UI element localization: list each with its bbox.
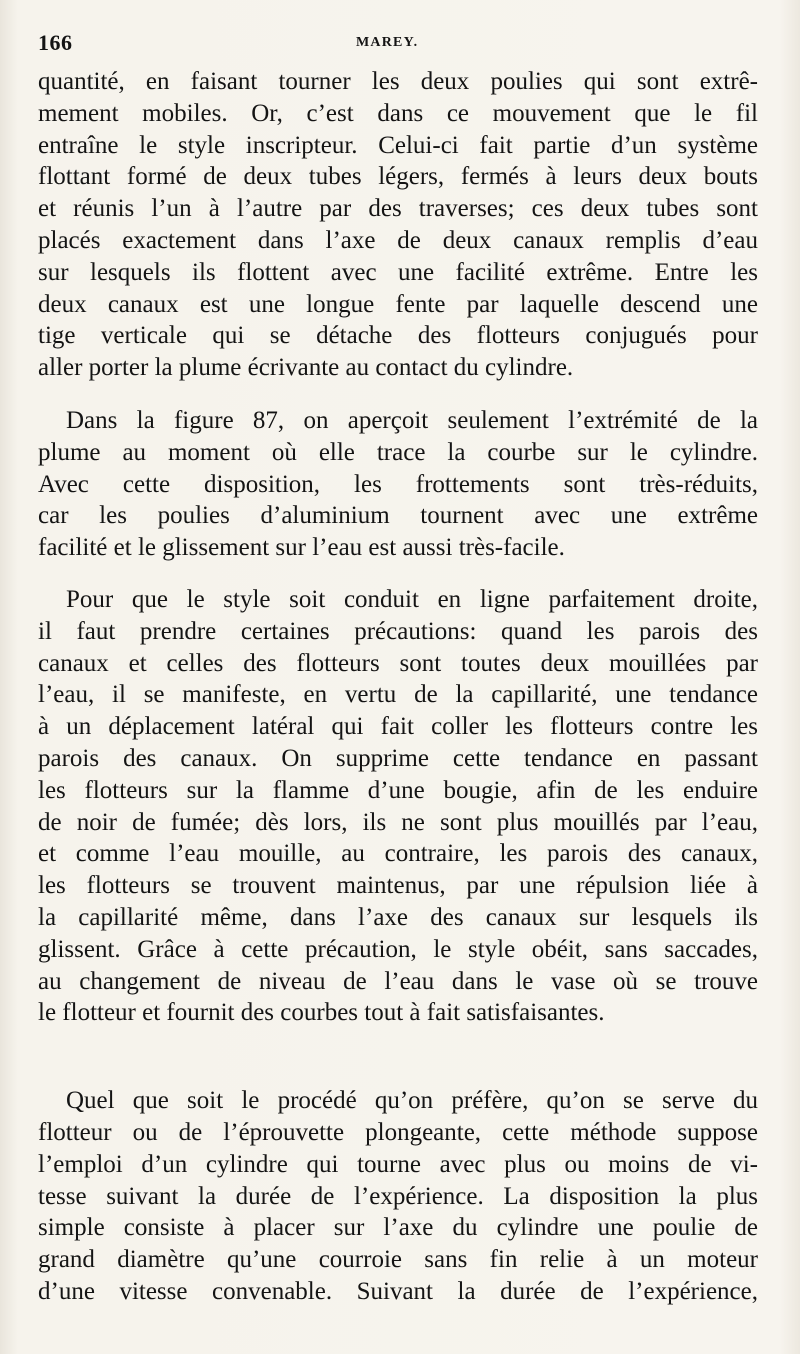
text-line: deux canaux est une longue fente par laquelle descend une — [38, 290, 758, 318]
text-line: d’une vitesse convenable. Suivant la durée de l’expérience, — [38, 1277, 758, 1305]
text-line: plume au moment où elle trace la courbe sur le cylindre. — [38, 438, 758, 466]
text-line: l’eau, il se manifeste, en vertu de la capillarité, une tendance — [38, 681, 758, 709]
text-line: flotteur ou de l’éprouvette plongeante, cette méthode suppose — [38, 1118, 758, 1146]
text-line: tige verticale qui se détache des flotteurs conjugués pour — [38, 322, 758, 350]
text-line: et réunis l’un à l’autre par des traverses; ces deux tubes sont — [38, 195, 758, 223]
text-line: et comme l’eau mouille, au contraire, les parois des canaux, — [38, 840, 758, 868]
text-line: l’emploi d’un cylindre qui tourne avec plus ou moins de vi- — [38, 1150, 758, 1178]
text-line: Pour que le style soit conduit en ligne parfaitement droite, — [66, 585, 758, 613]
text-line: à un déplacement latéral qui fait coller les flotteurs contre les — [38, 713, 758, 741]
paragraph-3 — [38, 584, 758, 1029]
text-line: placés exactement dans l’axe de deux canaux remplis d’eau — [38, 226, 758, 254]
text-line: il faut prendre certaines précautions: quand les parois des — [38, 617, 758, 645]
text-line: grand diamètre qu’une courroie sans fin relie à un moteur — [38, 1246, 758, 1274]
text-line: mement mobiles. Or, c’est dans ce mouvement que le fil — [38, 99, 758, 127]
text-line: facilité et le glissement sur l’eau est aussi très-facile. — [38, 534, 565, 562]
paragraph-2 — [38, 405, 758, 564]
text-line: la capillarité même, dans l’axe des canaux sur lesquels ils — [38, 903, 758, 931]
text-line: Dans la figure 87, on aperçoit seulement l’extrémité de la — [66, 406, 758, 434]
text-line: aller porter la plume écrivante au contact du cylindre. — [38, 354, 574, 382]
text-line: Avec cette disposition, les frottements sont très-réduits, — [38, 470, 758, 498]
text-line: simple consiste à placer sur l’axe du cylindre une poulie de — [38, 1214, 758, 1242]
paragraph-4 — [38, 1085, 758, 1308]
page-number: 166 — [38, 30, 73, 55]
text-line: de noir de fumée; dès lors, ils ne sont plus mouillés par l’eau, — [38, 808, 758, 836]
text-line: Quel que soit le procédé qu’on préfère, qu’on se serve du — [66, 1087, 758, 1115]
paragraph-gap — [38, 384, 758, 405]
text-line: au changement de niveau de l’eau dans le vase où se trouve — [38, 967, 758, 995]
text-line: le flotteur et fournit des courbes tout à fait satisfaisantes. — [38, 999, 605, 1027]
text-line: tesse suivant la durée de l’expérience. La disposition la plus — [38, 1182, 758, 1210]
text-line: les flotteurs sur la flamme d’une bougie, afin de les enduire — [38, 776, 758, 804]
paragraph-gap — [38, 1029, 758, 1085]
text-line: flottant formé de deux tubes légers, fermés à leurs deux bouts — [38, 163, 758, 191]
text-line: sur lesquels ils flottent avec une facilité extrême. Entre les — [38, 258, 758, 286]
text-line: les flotteurs se trouvent maintenus, par une répulsion liée à — [38, 872, 758, 900]
paragraph-1 — [38, 66, 758, 384]
text-line: glissent. Grâce à cette précaution, le style obéit, sans saccades, — [38, 935, 758, 963]
page-header — [38, 30, 758, 60]
text-line: car les poulies d’aluminium tournent avec une extrême — [38, 502, 758, 530]
running-head: MAREY. — [356, 35, 419, 50]
text-line: parois des canaux. On supprime cette tendance en passant — [38, 744, 758, 772]
paragraph-gap — [38, 564, 758, 584]
page-body — [38, 66, 758, 1308]
text-line: entraîne le style inscripteur. Celui-ci fait partie d’un système — [38, 131, 758, 159]
text-line: quantité, en faisant tourner les deux poulies qui sont extrê- — [38, 68, 758, 95]
text-line: canaux et celles des flotteurs sont toutes deux mouillées par — [38, 649, 758, 677]
